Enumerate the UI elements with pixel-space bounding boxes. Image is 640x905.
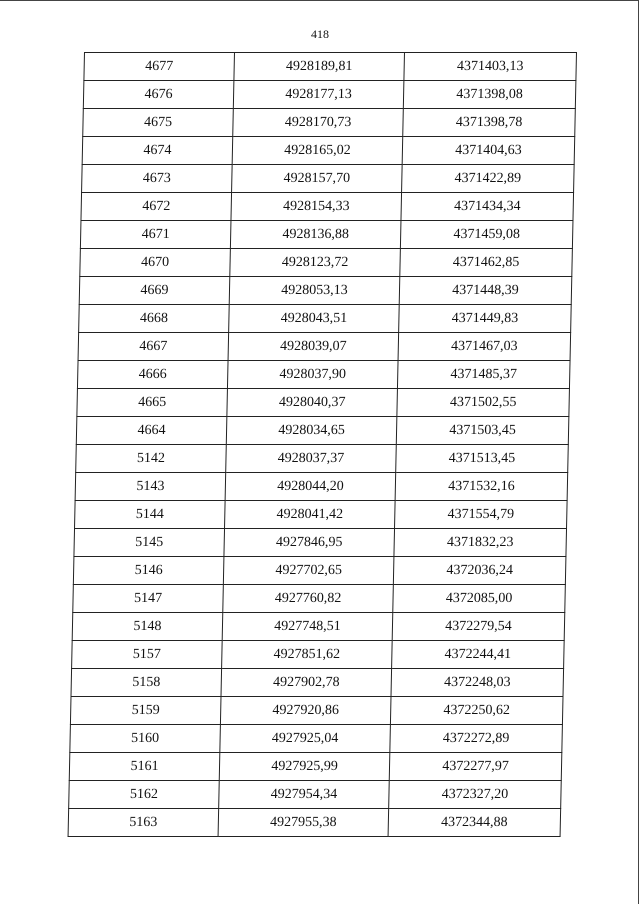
y-coordinate-cell: 4372277,97 bbox=[389, 753, 562, 781]
y-coordinate-cell: 4372085,00 bbox=[393, 585, 566, 613]
table-row bbox=[79, 277, 572, 305]
x-coordinate-cell: 4928040,37 bbox=[227, 389, 398, 417]
point-number-cell: 5148 bbox=[72, 613, 223, 641]
y-coordinate-cell: 4371422,89 bbox=[402, 165, 575, 193]
y-coordinate-cell: 4371502,55 bbox=[397, 389, 570, 417]
point-number-cell: 5145 bbox=[74, 529, 225, 557]
y-coordinate-cell: 4372244,41 bbox=[392, 641, 565, 669]
table-row bbox=[70, 725, 563, 753]
y-coordinate-cell: 4372272,89 bbox=[390, 725, 563, 753]
point-number-cell: 4664 bbox=[76, 417, 227, 445]
table-row bbox=[69, 781, 562, 809]
y-coordinate-cell: 4371398,78 bbox=[403, 109, 576, 137]
table-row bbox=[79, 305, 572, 333]
table-row bbox=[68, 809, 561, 837]
y-coordinate-cell: 4372248,03 bbox=[391, 669, 564, 697]
x-coordinate-cell: 4928177,13 bbox=[233, 81, 404, 109]
table-row bbox=[71, 669, 564, 697]
point-number-cell: 5162 bbox=[69, 781, 220, 809]
point-number-cell: 5143 bbox=[75, 473, 226, 501]
x-coordinate-cell: 4927846,95 bbox=[224, 529, 395, 557]
x-coordinate-cell: 4928044,20 bbox=[225, 473, 396, 501]
point-number-cell: 4674 bbox=[82, 137, 233, 165]
table-row bbox=[73, 557, 566, 585]
point-number-cell: 5163 bbox=[68, 809, 219, 837]
x-coordinate-cell: 4928154,33 bbox=[231, 193, 402, 221]
table-row bbox=[76, 417, 569, 445]
y-coordinate-cell: 4371459,08 bbox=[400, 221, 573, 249]
y-coordinate-cell: 4371485,37 bbox=[397, 361, 570, 389]
y-coordinate-cell: 4371554,79 bbox=[395, 501, 568, 529]
point-number-cell: 4667 bbox=[78, 333, 229, 361]
table-row bbox=[77, 389, 570, 417]
point-number-cell: 4668 bbox=[79, 305, 230, 333]
y-coordinate-cell: 4371434,34 bbox=[401, 193, 574, 221]
table-row bbox=[80, 249, 573, 277]
x-coordinate-cell: 4928034,65 bbox=[226, 417, 397, 445]
table-row bbox=[74, 529, 567, 557]
y-coordinate-cell: 4371513,45 bbox=[396, 445, 569, 473]
y-coordinate-cell: 4372327,20 bbox=[389, 781, 562, 809]
table-row bbox=[78, 333, 571, 361]
y-coordinate-cell: 4371832,23 bbox=[394, 529, 567, 557]
x-coordinate-cell: 4927702,65 bbox=[223, 557, 394, 585]
x-coordinate-cell: 4928170,73 bbox=[233, 109, 404, 137]
x-coordinate-cell: 4928037,37 bbox=[226, 445, 397, 473]
table-row bbox=[83, 81, 576, 109]
x-coordinate-cell: 4928053,13 bbox=[229, 277, 400, 305]
coordinates-table-body bbox=[68, 53, 576, 837]
table-row bbox=[70, 697, 563, 725]
y-coordinate-cell: 4371532,16 bbox=[395, 473, 568, 501]
x-coordinate-cell: 4927920,86 bbox=[220, 697, 391, 725]
x-coordinate-cell: 4928157,70 bbox=[232, 165, 403, 193]
point-number-cell: 5147 bbox=[73, 585, 224, 613]
x-coordinate-cell: 4927851,62 bbox=[222, 641, 393, 669]
point-number-cell: 4666 bbox=[77, 361, 228, 389]
y-coordinate-cell: 4371448,39 bbox=[399, 277, 572, 305]
x-coordinate-cell: 4927760,82 bbox=[223, 585, 394, 613]
x-coordinate-cell: 4927925,99 bbox=[219, 753, 390, 781]
point-number-cell: 4673 bbox=[82, 165, 233, 193]
y-coordinate-cell: 4371503,45 bbox=[396, 417, 569, 445]
y-coordinate-cell: 4371404,63 bbox=[402, 137, 575, 165]
y-coordinate-cell: 4372344,88 bbox=[388, 809, 561, 837]
table-row bbox=[76, 445, 569, 473]
point-number-cell: 4672 bbox=[81, 193, 232, 221]
point-number-cell: 5142 bbox=[76, 445, 227, 473]
point-number-cell: 5157 bbox=[72, 641, 223, 669]
x-coordinate-cell: 4927955,38 bbox=[218, 809, 389, 837]
y-coordinate-cell: 4371462,85 bbox=[400, 249, 573, 277]
page-number: 418 bbox=[311, 27, 329, 41]
point-number-cell: 5146 bbox=[73, 557, 224, 585]
coordinates-table bbox=[68, 52, 577, 837]
x-coordinate-cell: 4928189,81 bbox=[234, 53, 405, 81]
y-coordinate-cell: 4371398,08 bbox=[403, 81, 576, 109]
x-coordinate-cell: 4928043,51 bbox=[229, 305, 400, 333]
table-row bbox=[81, 193, 574, 221]
x-coordinate-cell: 4928136,88 bbox=[230, 221, 401, 249]
x-coordinate-cell: 4927954,34 bbox=[219, 781, 390, 809]
table-row bbox=[82, 137, 575, 165]
table-row bbox=[77, 361, 570, 389]
y-coordinate-cell: 4372250,62 bbox=[390, 697, 563, 725]
table-row bbox=[69, 753, 562, 781]
point-number-cell: 4671 bbox=[80, 221, 231, 249]
point-number-cell: 5160 bbox=[70, 725, 221, 753]
table-row bbox=[75, 501, 568, 529]
point-number-cell: 5158 bbox=[71, 669, 222, 697]
y-coordinate-cell: 4371467,03 bbox=[398, 333, 571, 361]
table-row bbox=[83, 109, 576, 137]
y-coordinate-cell: 4372279,54 bbox=[392, 613, 565, 641]
table-row bbox=[73, 585, 566, 613]
table-row bbox=[82, 165, 575, 193]
y-coordinate-cell: 4371403,13 bbox=[404, 53, 577, 81]
point-number-cell: 4669 bbox=[79, 277, 230, 305]
point-number-cell: 4676 bbox=[83, 81, 234, 109]
x-coordinate-cell: 4928123,72 bbox=[230, 249, 401, 277]
x-coordinate-cell: 4928039,07 bbox=[228, 333, 399, 361]
table-row bbox=[75, 473, 568, 501]
table-row bbox=[84, 53, 577, 81]
x-coordinate-cell: 4927925,04 bbox=[220, 725, 391, 753]
point-number-cell: 5159 bbox=[70, 697, 221, 725]
x-coordinate-cell: 4928037,90 bbox=[227, 361, 398, 389]
x-coordinate-cell: 4928165,02 bbox=[232, 137, 403, 165]
table-row bbox=[72, 641, 565, 669]
x-coordinate-cell: 4927748,51 bbox=[222, 613, 393, 641]
point-number-cell: 5144 bbox=[75, 501, 226, 529]
point-number-cell: 4665 bbox=[77, 389, 228, 417]
table-row bbox=[72, 613, 565, 641]
point-number-cell: 4675 bbox=[83, 109, 234, 137]
y-coordinate-cell: 4372036,24 bbox=[393, 557, 566, 585]
point-number-cell: 4670 bbox=[80, 249, 231, 277]
y-coordinate-cell: 4371449,83 bbox=[399, 305, 572, 333]
table-row bbox=[80, 221, 573, 249]
point-number-cell: 5161 bbox=[69, 753, 220, 781]
point-number-cell: 4677 bbox=[84, 53, 235, 81]
x-coordinate-cell: 4928041,42 bbox=[225, 501, 396, 529]
x-coordinate-cell: 4927902,78 bbox=[221, 669, 392, 697]
